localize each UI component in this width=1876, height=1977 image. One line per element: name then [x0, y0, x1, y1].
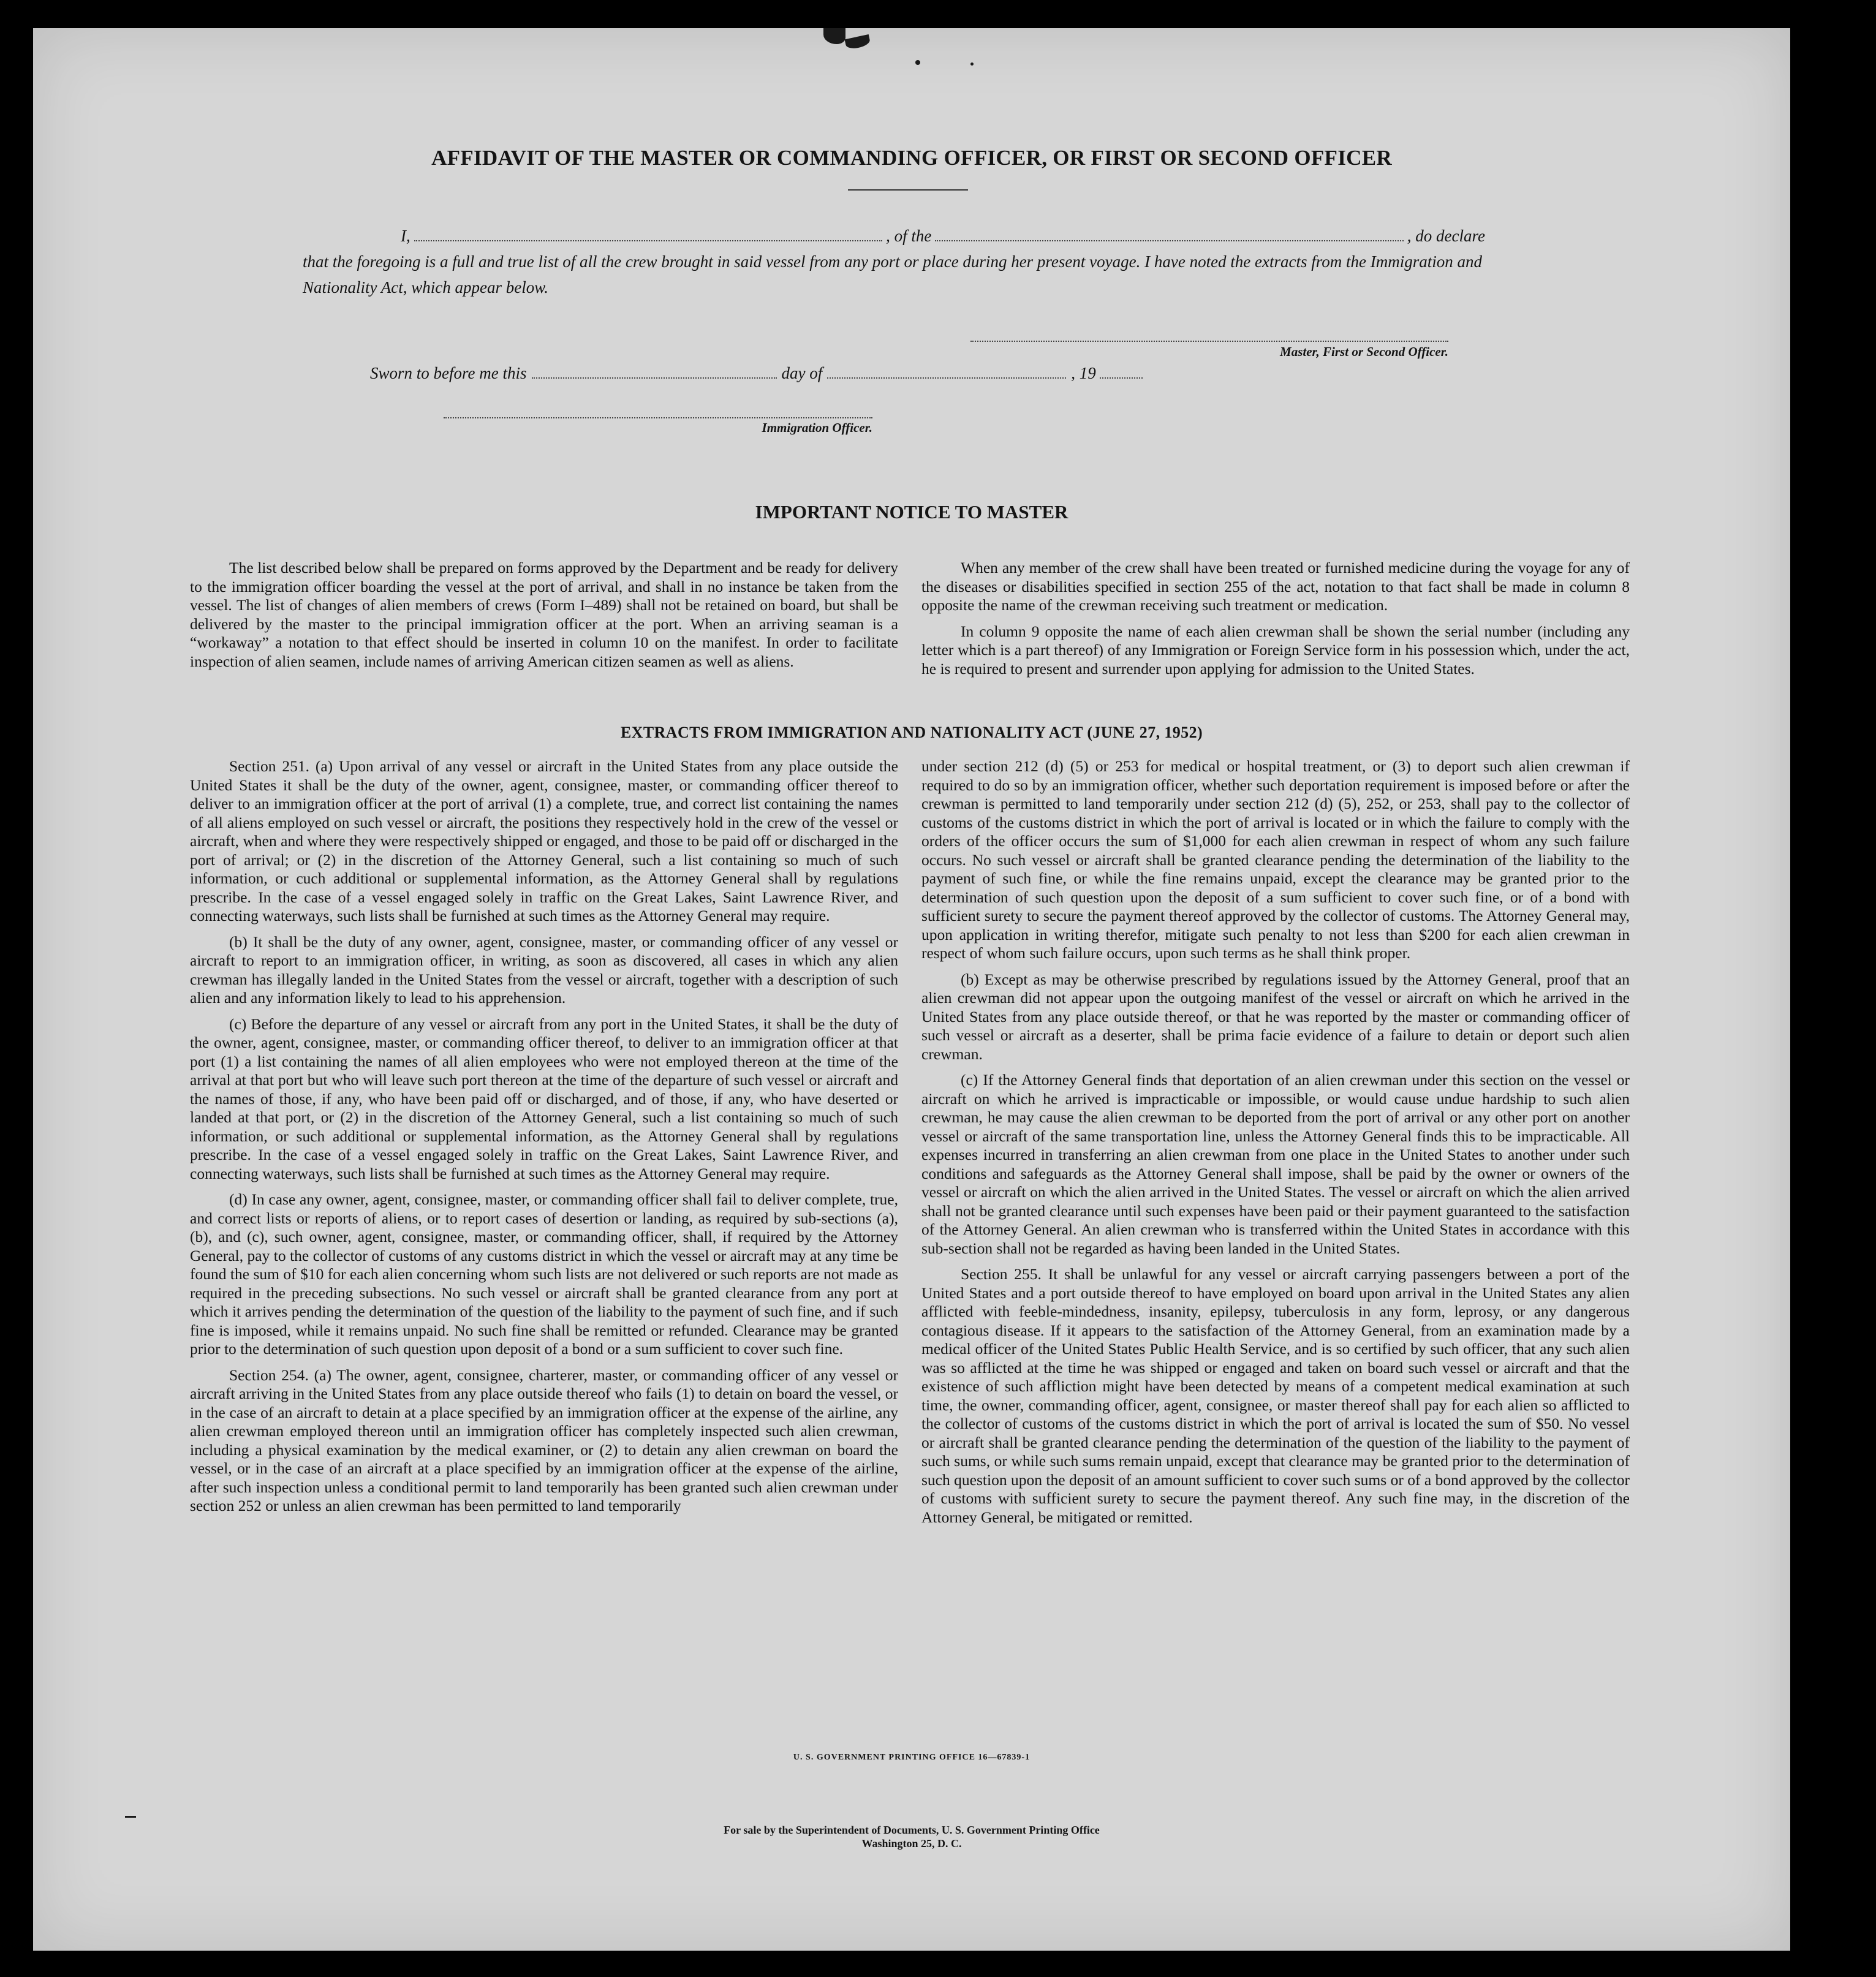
sale-notice	[33, 1823, 1790, 1850]
section-254-a-continued: under section 212 (d) (5) or 253 for medical or hospital treatment, or (3) to deport such alien crewman if required to do so by an immigration officer, whether such deportation requirement is imposed before or after the crewman is permitted to land temporarily under section 212 (d) (5), 252, or 253, shall pay to the collector of customs of the customs district in which the port of arrival is located or in which the failure to comply with the orders of the officer occurs the sum of $1,000 for each alien crewman in respect of whom any such failure occurs. No such vessel or aircraft shall be granted clearance pending the determination of the liability to the payment of such fine, or while the fine remains unpaid, except the clearance may be granted prior to the determination of such question upon the deposit of a sum sufficient to cover such fine, or of a bond with sufficient surety to secure the payment thereof approved by the collector of customs. The Attorney General may, upon application in writing therefor, mitigate such penalty to not less than $200 for each alien crewman in respect of whom such failure occurs, upon such terms as he shall think proper.	[921, 757, 1630, 962]
master-signature-line[interactable]	[970, 341, 1448, 342]
extracts-right-column	[921, 757, 1630, 1534]
sale-line-1: For sale by the Superintendent of Documents, U. S. Government Printing Office	[724, 1824, 1100, 1836]
scan-mark	[970, 62, 974, 66]
decl-do-declare: , do declare	[1407, 227, 1485, 245]
section-251-c: (c) Before the departure of any vessel or aircraft from any port in the United States, it shall be the duty of the owner, agent, consignee, master, or commanding officer thereof, to deliver to an immigration officer at that port (1) a list containing the names of all alien employees who were not employed thereon at the time of the arrival at that port but who will leave such port thereon at the time of the departure of such vessel or aircraft and the names of those, if any, who have been paid off or discharged, and of those, if any, who have deserted or landed at that port, or (2) in the discretion of the Attorney General, such a list containing so much of such information, or such additional or supplemental information, as the Attorney General shall by regulations prescribe. In the case of a vessel engaged solely in traffic on the Great Lakes, Saint Lawrence River, and connecting waterways, such lists shall be furnished at such times as the Attorney General may require.	[190, 1015, 898, 1182]
extracts-left-column	[190, 757, 898, 1523]
affidavit-page	[33, 28, 1790, 1951]
sworn-month-field[interactable]	[827, 377, 1066, 379]
sworn-year-prefix: , 19	[1071, 364, 1096, 382]
sworn-line	[370, 364, 1228, 383]
sworn-year-field[interactable]	[1100, 377, 1143, 379]
notice-paragraph: The list described below shall be prepared on forms approved by the Department and be ready for delivery to the immigration officer boarding the vessel at the port of arrival, and shall in no instance be taken from the vessel. The list of changes of alien members of crews (Form I–489) shall not be retained on board, but shall be delivered by the master to the principal immigration officer at the port. When an arriving seaman is a “workaway” a notation to that effect should be inserted in column 10 on the manifest. In order to facilitate inspection of alien seamen, include names of arriving American citizen seamen as well as aliens.	[190, 559, 898, 670]
vessel-field[interactable]	[935, 229, 1403, 241]
decl-statement: that the foregoing is a full and true list of all the crew brought in said vessel from any port or place during her present voyage. I have noted the extracts from the Immigration and Nationality Act, which appear below.	[303, 252, 1483, 297]
sworn-day-field[interactable]	[532, 377, 777, 379]
section-251-d: (d) In case any owner, agent, consignee, master, or commanding officer shall fail to deliver complete, true, and correct lists or reports of aliens, or to report cases of desertion or landing, as required by sub-sections (a), (b), and (c), such owner, agent, consignee, master, or commanding officer, shall, if required by the Attorney General, pay to the collector of customs of any customs district in which the vessel or aircraft may at any time be found the sum of $10 for each alien concerning whom such lists are not delivered or such reports are not made as required in the preceding subsections. No such vessel or aircraft shall be granted clearance from any port at which it arrives pending the determination of the question of the liability to the payment of such fine, and if such fine is imposed, while it remains unpaid. No such fine shall be remitted or refunded. Clearance may be granted prior to the determination of such question upon deposit of a bond or a sum sufficient to cover such fine.	[190, 1190, 898, 1358]
master-signature-caption: Master, First or Second Officer.	[1280, 344, 1448, 359]
declaration	[303, 223, 1485, 300]
notice-paragraph: In column 9 opposite the name of each alien crewman shall be shown the serial number (including any letter which is a part thereof) of any Immigration or Foreign Service form in his possession which, under the act, he is required to present and surrender upon applying for admission to the United States.	[921, 622, 1630, 678]
immigration-officer-signature-line[interactable]	[444, 417, 872, 418]
section-254-a: Section 254. (a) The owner, agent, consignee, charterer, master, or commanding officer of any vessel or aircraft arriving in the United States from any place outside thereof who fails (1) to detain on board the vessel, or in the case of an aircraft to detain at a place specified by an immigration officer at the expense of the airline, any alien crewman employed thereon until an immigration officer has completely inspected such alien crewman, including a physical examination by the medical examiner, or (2) to detain any alien crewman on board the vessel, or in the case of an aircraft at a place specified by an immigration officer at the expense of the airline, after such inspection unless a conditional permit to land temporarily has been granted such alien crewman under section 252 or unless an alien crewman has been permitted to land temporarily	[190, 1366, 898, 1514]
section-251-a: Section 251. (a) Upon arrival of any vessel or aircraft in the United States from any place outside the United States it shall be the duty of the owner, agent, consignee, master, or commanding officer thereof to deliver to an immigration officer at the port of arrival (1) a complete, true, and correct list containing the names of all aliens employed on such vessel or aircraft, the positions they respectively hold in the crew of the vessel or aircraft, when and where they were respectively shipped or engaged, and those to be paid off or discharged in the port of arrival; or (2) in the discretion of the Attorney General, such a list containing so much of such information, or cuch additional or supplemental information, as the Attorney General shall by regulations prescribe. In the case of a vessel engaged solely in traffic on the Great Lakes, Saint Lawrence River, and connecting waterways, such lists shall be furnished at such times as the Attorney General may require.	[190, 757, 898, 924]
notice-left-column	[190, 559, 898, 678]
immigration-officer-caption: Immigration Officer.	[762, 420, 872, 435]
section-255: Section 255. It shall be unlawful for any vessel or aircraft carrying passengers between a port of the United States and a port outside thereof to have employed on board upon arrival in the United States any alien afflicted with feeble-mindedness, insanity, epilepsy, tuberculosis in any form, leprosy, or any dangerous contagious disease. If it appears to the satisfaction of the Attorney General, from an examination made by a medical officer of the United States Public Health Service, and is so certified by such officer, that any such alien was so afflicted at the time he was shipped or engaged and taken on board such vessel or aircraft and that the existence of such affliction might have been detected by means of a competent medical examination at such time, the owner, commanding officer, agent, consignee, or master thereof shall pay for each alien so afflicted to the collector of customs of the customs district in which the port of arrival is located the sum of $50. No vessel or aircraft shall be granted clearance pending the determination of the question of the liability to the payment of such sums, or while such sums remain unpaid, except that clearance may be granted prior to the determination of such question upon the deposit of an amount sufficient to cover such sums or of a bond approved by the collector of customs with sufficient surety to secure the payment thereof. Any such fine may, in the discretion of the Attorney General, be mitigated or remitted.	[921, 1265, 1630, 1526]
section-254-b: (b) Except as may be otherwise prescribed by regulations issued by the Attorney General, proof that an alien crewman did not appear upon the outgoing manifest of the vessel or aircraft on which he arrived in the United States from any place outside thereof, or that he was reported by the master or commanding officer of such vessel or aircraft as a deserter, shall be prima facie evidence of a failure to detain or deport such alien crewman.	[921, 970, 1630, 1063]
section-254-c: (c) If the Attorney General finds that deportation of an alien crewman under this section on the vessel or aircraft on which he arrived is impracticable or impossible, or would cause undue hardship to such alien crewman, he may cause the alien crewman to be deported from the port of arrival or any other port on another vessel or aircraft of the same transportation line, unless the Attorney General finds this to be impracticable. All expenses incurred in transferring an alien crewman from one place in the United States to another under such conditions and safeguards as the Attorney General shall impose, shall be paid by the owner or owners of the vessel or aircraft on which the alien arrived in the United States. The vessel or aircraft on which the alien arrived shall not be granted clearance until such expenses have been paid or their payment guaranteed to the satisfaction of the Attorney General. An alien crewman who is transferred within the United States in accordance with this sub-section shall not be regarded as having been landed in the United States.	[921, 1071, 1630, 1257]
decl-of-the: , of the	[886, 227, 932, 245]
notice-right-column	[921, 559, 1630, 686]
notice-paragraph: When any member of the crew shall have been treated or furnished medicine during the voyage for any of the diseases or disabilities specified in section 255 of the act, notation to that fact shall be made in column 8 opposite the name of the crewman receiving such treatment or medication.	[921, 559, 1630, 614]
sworn-day-of: day of	[781, 364, 823, 382]
notice-title: IMPORTANT NOTICE TO MASTER	[755, 501, 1068, 523]
sworn-prefix: Sworn to before me this	[370, 364, 527, 382]
scan-mark	[125, 1816, 136, 1818]
gpo-imprint: U. S. GOVERNMENT PRINTING OFFICE 16—67839-1	[793, 1753, 1031, 1762]
section-251-b: (b) It shall be the duty of any owner, agent, consignee, master, or commanding officer of any vessel or aircraft to report to an immigration officer, in writing, as soon as discovered, all cases in which any alien crewman has illegally landed in the United States from the vessel or aircraft, together with a description of such alien and any information likely to lead to his apprehension.	[190, 932, 898, 1007]
title-rule	[848, 189, 968, 191]
name-field[interactable]	[414, 229, 882, 241]
scan-mark	[823, 28, 845, 44]
scan-mark	[915, 60, 920, 65]
scan-mark	[845, 34, 871, 50]
affidavit-title: AFFIDAVIT OF THE MASTER OR COMMANDING OFFICER, OR FIRST OR SECOND OFFICER	[431, 146, 1392, 170]
decl-i: I,	[401, 227, 410, 245]
sale-line-2: Washington 25, D. C.	[861, 1837, 962, 1850]
extracts-title: EXTRACTS FROM IMMIGRATION AND NATIONALITY ACT (JUNE 27, 1952)	[620, 724, 1203, 741]
